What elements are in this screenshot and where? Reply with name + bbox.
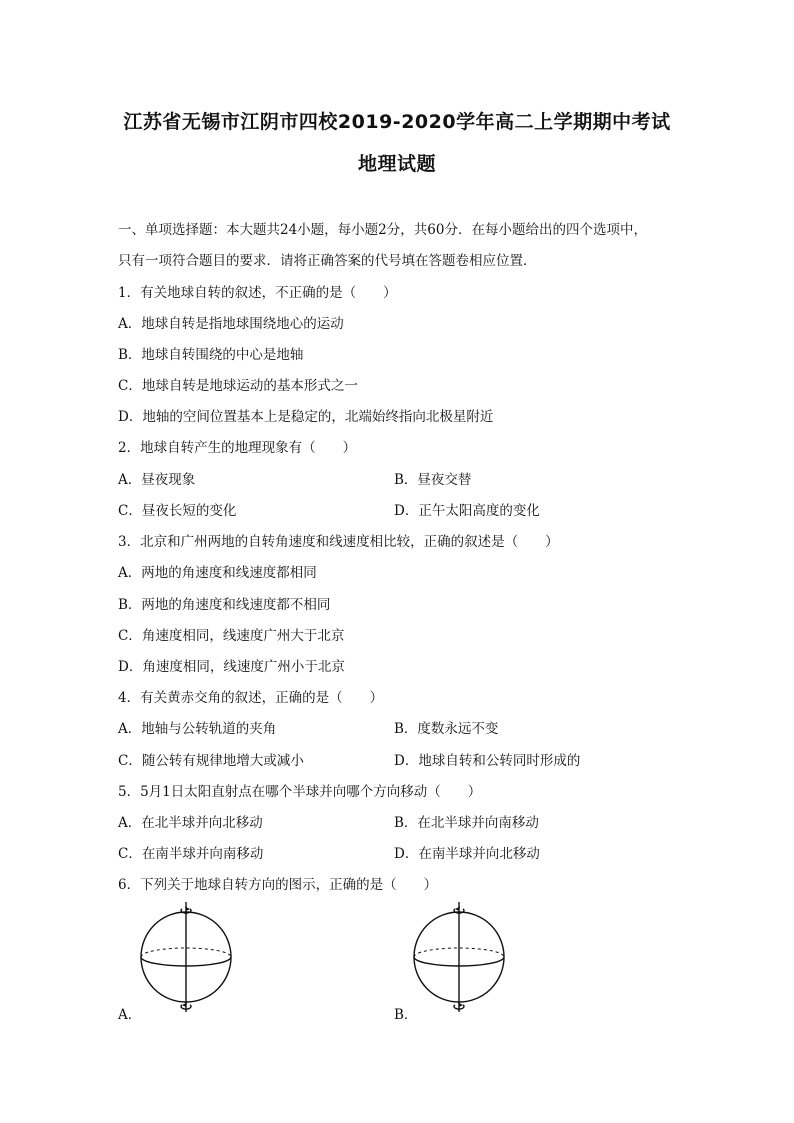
question-4-option-a: A．地轴与公转轨道的夹角: [118, 721, 277, 737]
question-3-option-b: B．两地的角速度和线速度都不相同: [118, 597, 331, 613]
section-instructions-line-1: 一、单项选择题：本大题共24小题，每小题2分，共60分．在每小题给出的四个选项中，: [118, 222, 647, 238]
exam-subtitle: 地理试题: [357, 153, 436, 175]
question-2-option-a: A．昼夜现象: [118, 472, 196, 488]
section-instructions-line-2: 只有一项符合题目的要求．请将正确答案的代号填在答题卷相应位置．: [118, 253, 537, 269]
question-4-option-d: D．地球自转和公转同时形成的: [394, 753, 581, 769]
question-3-option-d: D．角速度相同，线速度广州小于北京: [118, 659, 345, 675]
question-4-stem: 4．有关黄赤交角的叙述，正确的是（ ）: [118, 690, 384, 706]
question-5-option-a: A．在北半球并向北移动: [118, 815, 263, 831]
question-3-option-a: A．两地的角速度和线速度都相同: [118, 565, 317, 581]
globe-rotation-diagram-b: [411, 900, 511, 1018]
question-5-option-b: B．在北半球并向南移动: [394, 815, 539, 831]
question-5-option-c: C．在南半球并向南移动: [118, 846, 264, 862]
question-6-stem: 6．下列关于地球自转方向的图示，正确的是（ ）: [118, 877, 438, 893]
question-3-stem: 3．北京和广州两地的自转角速度和线速度相比较，正确的叙述是（ ）: [118, 534, 559, 550]
question-1-option-b: B．地球自转围绕的中心是地轴: [118, 347, 304, 363]
question-3-option-c: C．角速度相同，线速度广州大于北京: [118, 628, 345, 644]
question-1-option-c: C．地球自转是地球运动的基本形式之一: [118, 378, 358, 394]
exam-title: 江苏省无锡市江阴市四校2019-2020学年高二上学期期中考试: [123, 111, 671, 133]
question-2-option-b: B．昼夜交替: [394, 472, 472, 488]
question-2-option-c: C．昼夜长短的变化: [118, 503, 237, 519]
question-1-stem: 1．有关地球自转的叙述，不正确的是（ ）: [118, 285, 397, 301]
globe-rotation-diagram-a: [138, 900, 238, 1018]
question-4-option-b: B．度数永远不变: [394, 721, 499, 737]
question-6-option-b-label: B．: [394, 1007, 418, 1023]
question-2-option-d: D．正午太阳高度的变化: [394, 503, 540, 519]
question-5-option-d: D．在南半球并向北移动: [394, 846, 540, 862]
question-4-option-c: C．随公转有规律地增大或减小: [118, 753, 304, 769]
question-1-option-d: D．地轴的空间位置基本上是稳定的，北端始终指向北极星附近: [118, 409, 494, 425]
question-1-option-a: A．地球自转是指地球围绕地心的运动: [118, 316, 344, 332]
question-5-stem: 5．5月1日太阳直射点在哪个半球并向哪个方向移动（ ）: [118, 784, 482, 800]
question-2-stem: 2．地球自转产生的地理现象有（ ）: [118, 440, 357, 456]
question-6-option-a-label: A．: [118, 1007, 142, 1023]
